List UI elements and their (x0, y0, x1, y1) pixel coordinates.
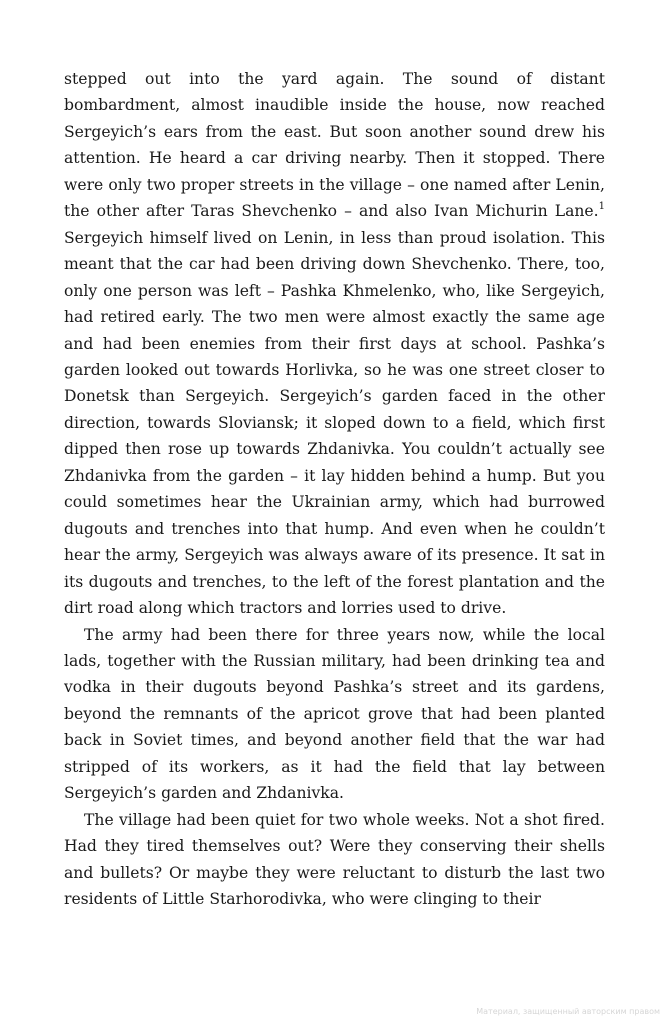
paragraph-1-text-rest: Sergeyich himself lived on Lenin, in less than proud isolation. This meant that the car had been driving down Shevchenko. There, too, only one person was left – Pashka Khmelenko, who, like Sergeyich, had retired early. The two men were almost exactly the same age and had been enemies from their first days at school. Pashka’s garden looked out towards Horlivka, so he was one street closer to Donetsk than Sergeyich. Sergeyich’s garden faced in the other direction, towards Sloviansk; it sloped down to a field, which first dipped then rose up towards Zhdanivka. You couldn’t actually see Zhdanivka from the garden – it lay hidden behind a hump. But you could sometimes hear the Ukrainian army, which had burrowed dugouts and trenches into that hump. And even when he couldn’t hear the army, Sergeyich was always aware of its presence. It sat in its dugouts and trenches, to the left of the forest plantation and the dirt road along which tractors and lorries used to drive. (64, 228, 605, 618)
copyright-watermark: Материал, защищенный авторским правом (476, 1007, 660, 1016)
page-text-body (64, 66, 605, 913)
footnote-marker[interactable]: 1 (598, 201, 605, 213)
paragraph-2: The army had been there for three years now, while the local lads, together with the Russian military, had been drinking tea and vodka in their dugouts beyond Pashka’s street and its gardens, beyond the remnants of the apricot grove that had been planted back in Soviet times, and beyond another field that the war had stripped of its workers, as it had the field that lay between Sergeyich’s garden and Zhdanivka. (64, 625, 605, 803)
paragraph-1-text-start: stepped out into the yard again. The sound of distant bombardment, almost inaudible inside the house, now reached Sergeyich’s ears from the east. But soon another sound drew his attention. He heard a car driving nearby. Then it stopped. There were only two proper streets in the village – one named after Lenin, the other after Taras Shevchenko – and also Ivan Michurin Lane. (64, 70, 605, 221)
paragraph-3: The village had been quiet for two whole weeks. Not a shot fired. Had they tired themselves out? Were they conserving their shells and bullets? Or maybe they were reluctant to disturb the last two residents of Little Starhorodivka, who were clinging to their (64, 810, 605, 909)
paragraph-1 (64, 66, 605, 622)
